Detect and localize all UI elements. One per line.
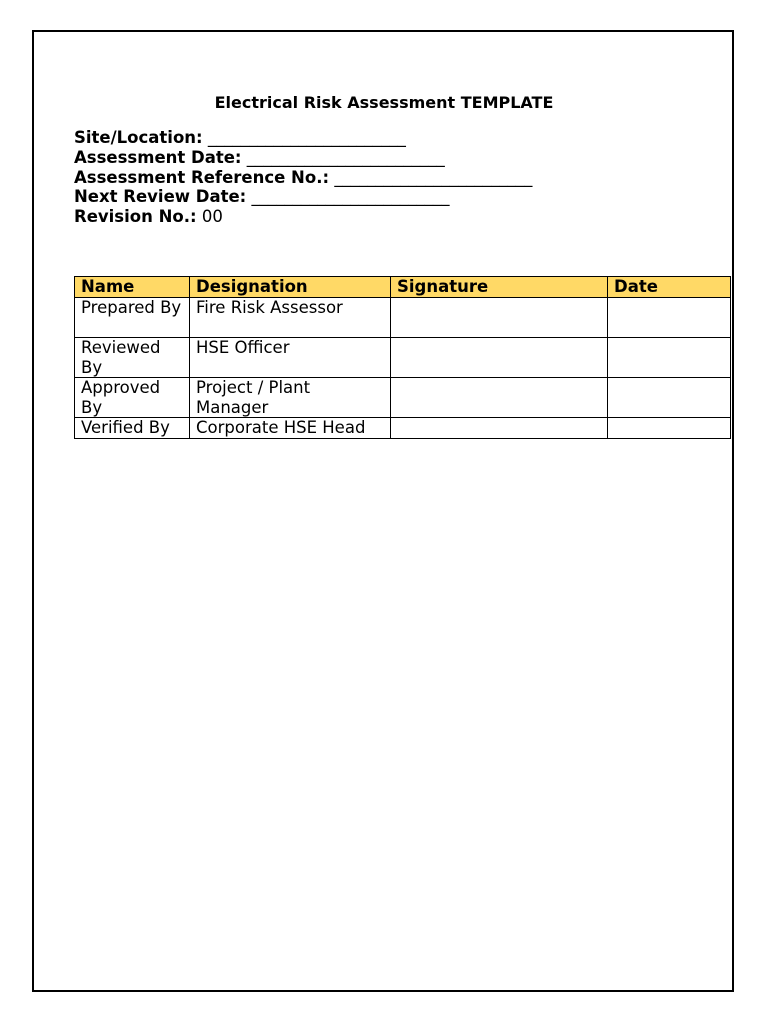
column-header-date: Date <box>608 277 731 298</box>
signature-cell[interactable] <box>391 418 608 439</box>
field-label: Site/Location: <box>74 128 203 147</box>
site-location-field <box>74 128 532 148</box>
field-label: Assessment Reference No.: <box>74 167 330 187</box>
assessment-date-field <box>74 148 532 168</box>
designation-cell: Corporate HSE Head <box>190 418 391 439</box>
name-cell: Prepared By <box>75 298 190 338</box>
field-label: Revision No.: <box>74 207 197 227</box>
header-fields <box>74 128 532 227</box>
field-label: Next Review Date: <box>74 187 247 207</box>
table-row <box>75 338 731 378</box>
date-cell[interactable] <box>608 298 731 338</box>
table-row <box>75 378 731 418</box>
signoff-table <box>74 276 731 439</box>
revision-number-field <box>74 207 532 227</box>
field-label: Assessment Date: <box>74 147 242 167</box>
next-review-date-field <box>74 187 532 207</box>
signature-cell[interactable] <box>391 338 608 378</box>
field-blank: ________________________ <box>334 167 533 187</box>
reference-number-field <box>74 168 532 188</box>
name-cell: Reviewed By <box>75 338 190 378</box>
name-cell: Verified By <box>75 418 190 439</box>
designation-cell: Project / Plant Manager <box>190 378 391 418</box>
document-title: Electrical Risk Assessment TEMPLATE <box>214 93 554 112</box>
table-row <box>75 298 731 338</box>
designation-cell: HSE Officer <box>190 338 391 378</box>
table-header-row <box>75 277 731 298</box>
designation-cell: Fire Risk Assessor <box>190 298 391 338</box>
column-header-name: Name <box>75 277 190 298</box>
revision-value: 00 <box>201 207 223 227</box>
column-header-designation: Designation <box>190 277 391 298</box>
date-cell[interactable] <box>608 418 731 439</box>
column-header-signature: Signature <box>391 277 608 298</box>
signature-cell[interactable] <box>391 378 608 418</box>
date-cell[interactable] <box>608 378 731 418</box>
date-cell[interactable] <box>608 338 731 378</box>
field-blank: ________________________ <box>251 187 450 207</box>
name-cell: Approved By <box>75 378 190 418</box>
field-blank: ________________________ <box>246 147 445 167</box>
table-row <box>75 418 731 439</box>
signature-cell[interactable] <box>391 298 608 338</box>
field-blank: ________________________ <box>207 128 406 147</box>
